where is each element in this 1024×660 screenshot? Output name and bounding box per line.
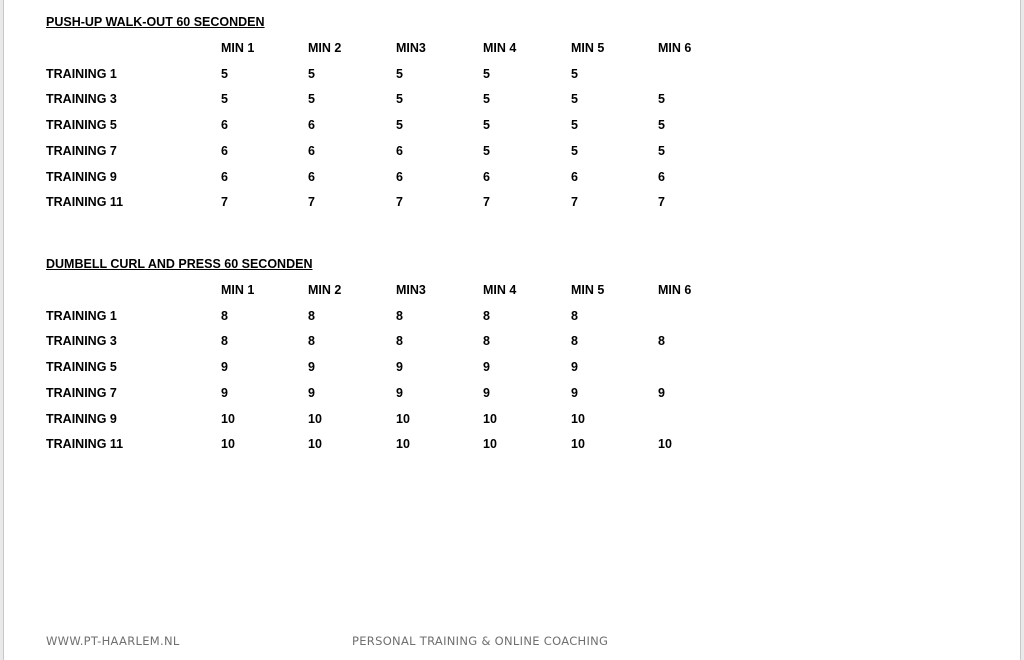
table-cell: 6 <box>396 169 403 184</box>
table-cell: 6 <box>221 143 228 158</box>
column-header: MIN 6 <box>658 41 692 55</box>
table-cell: 5 <box>658 118 665 133</box>
column-header: MIN 1 <box>221 41 255 55</box>
table-cell: 8 <box>483 334 490 349</box>
table-cell: 10 <box>571 411 585 426</box>
table-cell: 10 <box>221 437 235 452</box>
table-cell: 9 <box>221 385 228 400</box>
row-label: TRAINING 9 <box>46 169 117 184</box>
table-cell: 5 <box>396 118 403 133</box>
table-cell: 10 <box>396 437 410 452</box>
table-cell: 9 <box>571 360 578 375</box>
table-cell: 9 <box>483 385 490 400</box>
row-label: TRAINING 1 <box>46 308 117 323</box>
table-cell: 8 <box>221 308 228 323</box>
table-cell: 10 <box>308 411 322 426</box>
table-cell: 7 <box>571 195 578 210</box>
table-cell: 9 <box>221 360 228 375</box>
table-cell: 6 <box>658 169 665 184</box>
table-cell: 9 <box>571 385 578 400</box>
column-header: MIN3 <box>396 41 426 55</box>
table-cell: 5 <box>396 92 403 107</box>
table-cell: 8 <box>308 308 315 323</box>
table-cell: 8 <box>396 308 403 323</box>
table-cell: 5 <box>221 92 228 107</box>
table-cell: 5 <box>308 92 315 107</box>
table-cell: 7 <box>658 195 665 210</box>
row-label: TRAINING 3 <box>46 92 117 107</box>
table-cell: 6 <box>396 143 403 158</box>
document-page <box>3 0 1021 660</box>
table-cell: 5 <box>221 66 228 81</box>
table-cell: 10 <box>483 411 497 426</box>
column-header: MIN 5 <box>571 41 605 55</box>
table-cell: 8 <box>571 308 578 323</box>
table-cell: 6 <box>221 169 228 184</box>
row-label: TRAINING 3 <box>46 334 117 349</box>
column-header: MIN 5 <box>571 283 605 297</box>
table-cell: 9 <box>396 360 403 375</box>
table-cell: 7 <box>396 195 403 210</box>
column-header: MIN3 <box>396 283 426 297</box>
table-cell: 5 <box>571 92 578 107</box>
table-cell: 7 <box>221 195 228 210</box>
table-cell: 8 <box>571 334 578 349</box>
table-cell: 10 <box>396 411 410 426</box>
column-header: MIN 2 <box>308 283 342 297</box>
table-cell: 8 <box>483 308 490 323</box>
footer-tagline: PERSONAL TRAINING & ONLINE COACHING <box>352 634 609 648</box>
table-cell: 6 <box>308 169 315 184</box>
table-cell: 7 <box>308 195 315 210</box>
table-cell: 6 <box>483 169 490 184</box>
table-cell: 5 <box>483 66 490 81</box>
footer-website[interactable]: WWW.PT-HAARLEM.NL <box>46 634 180 648</box>
column-header: MIN 2 <box>308 41 342 55</box>
table-cell: 9 <box>483 360 490 375</box>
table-cell: 10 <box>308 437 322 452</box>
table-cell: 6 <box>308 143 315 158</box>
table-cell: 5 <box>658 143 665 158</box>
column-header: MIN 6 <box>658 283 692 297</box>
table-cell: 5 <box>658 92 665 107</box>
table-cell: 9 <box>308 360 315 375</box>
table-cell: 6 <box>221 118 228 133</box>
table-cell: 10 <box>658 437 672 452</box>
column-header: MIN 4 <box>483 283 517 297</box>
table-cell: 10 <box>483 437 497 452</box>
row-label: TRAINING 7 <box>46 385 117 400</box>
row-label: TRAINING 7 <box>46 143 117 158</box>
row-label: TRAINING 11 <box>46 437 124 452</box>
table-cell: 10 <box>571 437 585 452</box>
table-cell: 5 <box>571 143 578 158</box>
table-cell: 8 <box>396 334 403 349</box>
row-label: TRAINING 5 <box>46 118 117 133</box>
table-cell: 6 <box>308 118 315 133</box>
table-cell: 6 <box>571 169 578 184</box>
table-cell: 5 <box>483 92 490 107</box>
column-header: MIN 4 <box>483 41 517 55</box>
table-cell: 8 <box>221 334 228 349</box>
row-label: TRAINING 11 <box>46 195 124 210</box>
table-cell: 9 <box>396 385 403 400</box>
table-cell: 5 <box>308 66 315 81</box>
table-cell: 7 <box>483 195 490 210</box>
table-cell: 5 <box>483 118 490 133</box>
section-title: DUMBELL CURL AND PRESS 60 SECONDEN <box>46 257 313 271</box>
table-cell: 8 <box>658 334 665 349</box>
table-cell: 5 <box>571 66 578 81</box>
table-cell: 9 <box>658 385 665 400</box>
table-cell: 8 <box>308 334 315 349</box>
table-cell: 5 <box>396 66 403 81</box>
row-label: TRAINING 5 <box>46 360 117 375</box>
table-cell: 9 <box>308 385 315 400</box>
column-header: MIN 1 <box>221 283 255 297</box>
row-label: TRAINING 1 <box>46 66 117 81</box>
section-title: PUSH-UP WALK-OUT 60 SECONDEN <box>46 15 265 29</box>
row-label: TRAINING 9 <box>46 411 117 426</box>
table-cell: 5 <box>571 118 578 133</box>
table-cell: 10 <box>221 411 235 426</box>
table-cell: 5 <box>483 143 490 158</box>
